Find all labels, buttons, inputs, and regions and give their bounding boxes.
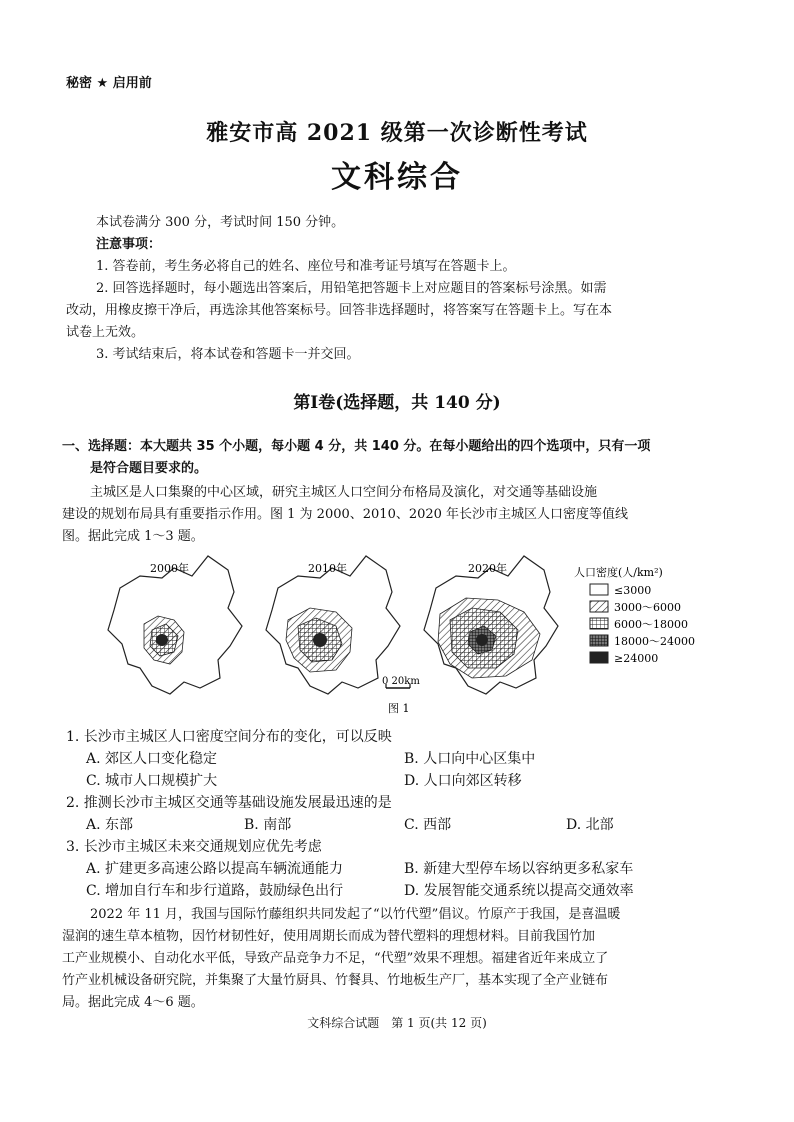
passage2-line3: 工产业规模小、自动化水平低，导致产品竞争力不足，“代塑”效果不理想。福建省近年来成立了	[62, 951, 609, 966]
exam-title: 雅安市高 2021 级第一次诊断性考试	[206, 120, 588, 146]
section-intro-a: 一、选择题：本大题共 35 个小题，每小题 4 分，共 140 分。在每小题给出的四个选项中，只有一项	[62, 439, 651, 454]
legend-label-4: 18000～24000	[614, 635, 695, 648]
passage1-line2: 建设的规划布局具有重要指示作用。图 1 为 2000、2010、2020 年长沙市主城区人口密度等值线	[62, 507, 629, 522]
question-3-option-b: B. 新建大型停车场以容纳更多私家车	[404, 861, 634, 877]
question-1-option-c: C. 城市人口规模扩大	[86, 773, 218, 789]
legend-label-1: ≤3000	[614, 584, 652, 597]
legend-label-2: 3000～6000	[614, 601, 681, 614]
map-2010	[266, 556, 400, 694]
question-1-option-d: D. 人口向郊区转移	[404, 773, 522, 789]
question-1-option-b: B. 人口向中心区集中	[404, 751, 536, 767]
question-3-option-c: C. 增加自行车和步行道路，鼓励绿色出行	[86, 883, 344, 899]
legend-swatch-3	[590, 618, 608, 629]
legend-label-5: ≥24000	[614, 652, 659, 665]
question-3-option-a: A. 扩建更多高速公路以提高车辆流通能力	[86, 861, 344, 877]
population-density-maps	[100, 548, 710, 720]
confidential-mark: 秘密 ★ 启用前	[66, 76, 152, 91]
notice-item-1: 1. 答卷前，考生务必将自己的姓名、座位号和准考证号填写在答题卡上。	[96, 259, 516, 274]
map-label-2020: 2020年	[468, 562, 507, 575]
section-intro-b: 是符合题目要求的。	[90, 461, 208, 476]
question-2-stem: 2. 推测长沙市主城区交通等基础设施发展最迅速的是	[66, 795, 392, 811]
passage1-line1: 主城区是人口集聚的中心区域，研究主城区人口空间分布格局及演化，对交通等基础设施	[90, 485, 598, 500]
passage2-line2: 湿润的速生草本植物，因竹材韧性好，使用周期长而成为替代塑料的理想材料。目前我国竹加	[62, 929, 596, 944]
page-footer: 文科综合试题 第 1 页(共 12 页)	[307, 1016, 487, 1030]
passage2-line4: 竹产业机械设备研究院，并集聚了大量竹厨具、竹餐具、竹地板生产厂，基本实现了全产业链布	[62, 973, 609, 988]
map-2020	[424, 556, 558, 694]
scale-bar	[382, 676, 420, 688]
question-2-option-a: A. 东部	[86, 817, 134, 833]
question-3-option-d: D. 发展智能交通系统以提高交通效率	[404, 883, 634, 899]
question-1-stem: 1. 长沙市主城区人口密度空间分布的变化，可以反映	[66, 729, 392, 745]
notice-item-2a: 2. 回答选择题时，每小题选出答案后，用铅笔把答题卡上对应题目的答案标号涂黑。如需	[96, 281, 607, 296]
question-3-stem: 3. 长沙市主城区未来交通规划应优先考虑	[66, 839, 322, 855]
question-1-option-a: A. 郊区人口变化稳定	[86, 751, 218, 767]
question-2-option-b: B. 南部	[244, 817, 292, 833]
notice-item-2b: 改动，用橡皮擦干净后，再选涂其他答案标号。回答非选择题时，将答案写在答题卡上。写在本	[66, 303, 613, 318]
passage2-line5: 局。据此完成 4～6 题。	[62, 995, 204, 1010]
question-2-option-c: C. 西部	[404, 817, 452, 833]
legend-swatch-2	[590, 601, 608, 612]
legend-swatch-1	[590, 584, 608, 595]
notice-item-2c: 试卷上无效。	[66, 325, 145, 340]
legend	[574, 565, 695, 665]
subject-title: 文科综合	[331, 160, 463, 195]
passage2-line1: 2022 年 11 月，我国与国际竹藤组织共同发起了“以竹代塑”倡议。竹原产于我国，是喜温暖	[90, 907, 621, 922]
legend-swatch-5	[590, 652, 608, 663]
map-label-2000: 2000年	[150, 562, 189, 575]
figure-caption: 图 1	[388, 702, 410, 715]
legend-title: 人口密度(人/km²)	[574, 566, 663, 579]
section-title: 第Ⅰ卷(选择题，共 140 分)	[293, 393, 501, 413]
scale-label: 0 20km	[382, 676, 420, 687]
legend-swatch-4	[590, 635, 608, 646]
map-label-2010: 2010年	[308, 562, 347, 575]
passage1-line3: 图。据此完成 1～3 题。	[62, 529, 204, 544]
score-time-line: 本试卷满分 300 分，考试时间 150 分钟。	[96, 215, 345, 230]
legend-label-3: 6000～18000	[614, 618, 688, 631]
notice-title: 注意事项：	[96, 237, 162, 252]
map-2000	[108, 556, 242, 694]
notice-item-3: 3. 考试结束后，将本试卷和答题卡一并交回。	[96, 347, 360, 362]
question-2-option-d: D. 北部	[566, 817, 614, 833]
